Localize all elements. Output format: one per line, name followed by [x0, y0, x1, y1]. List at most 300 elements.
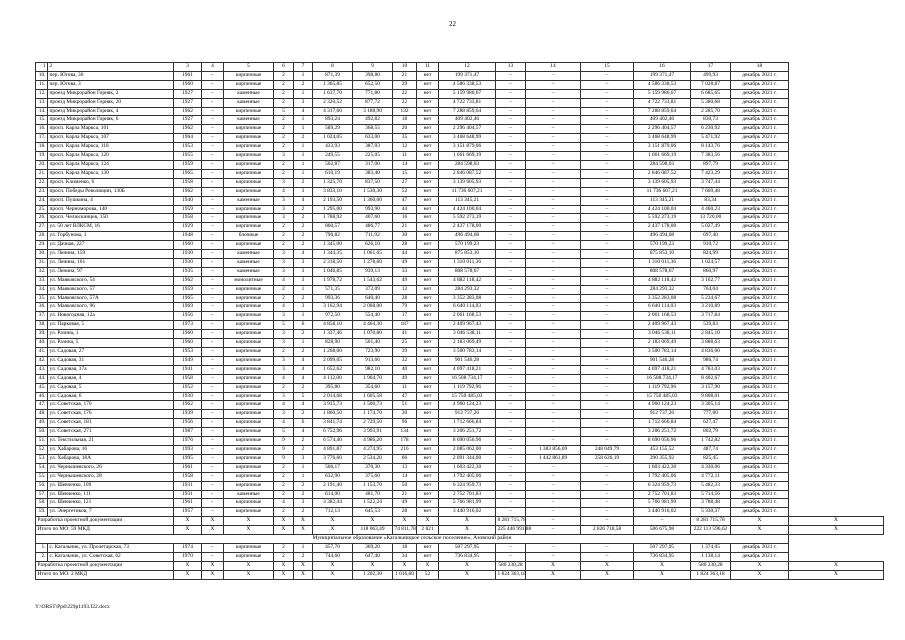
- table-cell: 8 281 715,78: [691, 517, 731, 526]
- table-cell: кирпичные: [224, 134, 274, 143]
- table-cell: 4 836,00: [691, 348, 731, 357]
- table-cell: декабрь 2021 г.: [731, 365, 789, 374]
- table-cell: 2: [294, 178, 313, 187]
- table-cell: –: [496, 348, 526, 357]
- table-cell: –: [526, 401, 581, 410]
- table-cell: 1930: [174, 392, 202, 401]
- table-cell: 2: [294, 134, 313, 143]
- table-cell: каменные: [224, 267, 274, 276]
- table-cell: 39.: [36, 330, 48, 339]
- table-cell: 7 423,29: [691, 169, 731, 178]
- table-cell: ул. Горбунова, 1: [48, 232, 174, 241]
- table-cell: –: [581, 490, 634, 499]
- table-cell: –: [526, 526, 581, 535]
- table-cell: 44: [393, 205, 417, 214]
- table-cell: просп. Карла Маркса, 107: [48, 134, 174, 143]
- table-cell: декабрь 2021 г.: [731, 107, 789, 116]
- table-cell: 6 324 959,73: [634, 481, 691, 490]
- table-cell: X: [731, 570, 789, 579]
- table-cell: 370,30: [353, 463, 393, 472]
- table-row: [36, 321, 884, 330]
- table-cell: X: [224, 517, 274, 526]
- table-cell: 66: [393, 454, 417, 463]
- table-cell: –: [581, 205, 634, 214]
- table-cell: декабрь 2021 г.: [731, 241, 789, 250]
- table-cell: 3: [274, 214, 294, 223]
- table-cell: –: [581, 428, 634, 437]
- table-cell: ул. Шевченко, 109: [48, 481, 174, 490]
- table-cell: 3 210,89: [691, 303, 731, 312]
- table-cell: 1 024,05: [313, 134, 353, 143]
- table-cell: 633,00: [353, 134, 393, 143]
- table-cell: –: [202, 490, 224, 499]
- table-cell: –: [496, 410, 526, 419]
- table-cell: X: [174, 517, 202, 526]
- table-cell: 2: [274, 169, 294, 178]
- table-cell: 1 824 363,18: [691, 570, 731, 579]
- table-cell: 368,55: [353, 125, 393, 134]
- table-cell: декабрь 2021 г.: [731, 80, 789, 89]
- table-cell: X: [353, 561, 393, 570]
- table-cell: ул. 50 лет ВЛКСМ, 16: [48, 223, 174, 232]
- table-cell: –: [202, 223, 224, 232]
- table-cell: декабрь 2021 г.: [731, 134, 789, 143]
- table-cell: 3: [274, 196, 294, 205]
- table-cell: 2 437 178,00: [439, 223, 496, 232]
- table-cell: –: [202, 241, 224, 250]
- table-cell: 7 028,87: [691, 80, 731, 89]
- table-cell: декабрь 2021 г.: [731, 169, 789, 178]
- table-cell: декабрь 2021 г.: [731, 330, 789, 339]
- table-cell: 4: [294, 374, 313, 383]
- table-cell: 12: [439, 63, 496, 72]
- table-cell: 35.: [36, 294, 48, 303]
- table-cell: нет: [417, 152, 439, 161]
- table-cell: 7: [294, 63, 313, 72]
- table-cell: –: [496, 160, 526, 169]
- table-cell: X: [581, 570, 634, 579]
- table-cell: –: [526, 187, 581, 196]
- table-cell: 2: [274, 116, 294, 125]
- table-cell: X: [581, 561, 634, 570]
- table-cell: X: [294, 517, 313, 526]
- table-row: [36, 356, 884, 365]
- table-cell: X: [417, 561, 439, 570]
- table-cell: 35: [393, 134, 417, 143]
- table-cell: –: [581, 143, 634, 152]
- table-cell: декабрь 2021 г.: [731, 98, 789, 107]
- table-cell: нет: [417, 98, 439, 107]
- table-cell: –: [581, 312, 634, 321]
- table-cell: 4: [294, 196, 313, 205]
- table-cell: –: [202, 330, 224, 339]
- table-cell: 1: [294, 169, 313, 178]
- table-cell: 44.: [36, 374, 48, 383]
- table-cell: 580 230,28: [691, 561, 731, 570]
- table-cell: 652,50: [353, 80, 393, 89]
- table-cell: 16 508 734,17: [439, 374, 496, 383]
- table-cell: 4 891,87: [313, 445, 353, 454]
- table-cell: 1961: [174, 499, 202, 508]
- table-cell: 1962: [174, 401, 202, 410]
- table-cell: ул. Ленина, 159: [48, 250, 174, 259]
- table-cell: 56.: [36, 481, 48, 490]
- table-cell: каменные: [224, 89, 274, 98]
- table-cell: 2 014,68: [313, 392, 353, 401]
- table-cell: пер. Югова, 30: [48, 71, 174, 80]
- table-cell: декабрь 2021 г.: [731, 463, 789, 472]
- table-cell: –: [496, 339, 526, 348]
- table-cell: 561,40: [353, 339, 393, 348]
- table-cell: 50: [393, 481, 417, 490]
- table-cell: 1: [294, 285, 313, 294]
- table-cell: 627,47: [691, 419, 731, 428]
- table-cell: кирпичные: [224, 169, 274, 178]
- table-cell: 912 737,26: [439, 410, 496, 419]
- table-cell: каменные: [224, 196, 274, 205]
- table-cell: 1962: [174, 187, 202, 196]
- table-cell: –: [526, 490, 581, 499]
- table-cell: 2: [274, 348, 294, 357]
- table-cell: нет: [417, 339, 439, 348]
- table-cell: –: [581, 463, 634, 472]
- table-cell: ул. Ленина, 97: [48, 267, 174, 276]
- table-cell: 4 586 338,53: [634, 80, 691, 89]
- table-row: [36, 508, 884, 517]
- table-cell: 7 288 859,64: [439, 107, 496, 116]
- table-cell: 6 752,96: [313, 428, 353, 437]
- table-cell: 897,79: [691, 160, 731, 169]
- table-cell: 4 783,03: [691, 365, 731, 374]
- table-cell: 4 697 418,21: [634, 365, 691, 374]
- table-row: [36, 410, 884, 419]
- table-cell: –: [496, 490, 526, 499]
- table-cell: 3 305,14: [691, 401, 731, 410]
- table-cell: 1993: [174, 445, 202, 454]
- table-cell: 17.: [36, 134, 48, 143]
- table-cell: 2 752 701,83: [634, 490, 691, 499]
- table-cell: кирпичные: [224, 454, 274, 463]
- table-cell: 1960: [174, 80, 202, 89]
- table-cell: ул. Советская, 181: [48, 419, 174, 428]
- table-cell: –: [202, 169, 224, 178]
- table-cell: 4 882 118,42: [439, 276, 496, 285]
- table-cell: 1955: [174, 152, 202, 161]
- table-cell: 647,40: [353, 552, 393, 561]
- table-row: [36, 490, 884, 499]
- table-cell: 499,93: [691, 71, 731, 80]
- table-cell: нет: [417, 321, 439, 330]
- table-cell: 777,00: [691, 410, 731, 419]
- table-cell: кирпичные: [224, 312, 274, 321]
- table-cell: кирпичные: [224, 241, 274, 250]
- table-cell: 27: [393, 178, 417, 187]
- table-cell: –: [202, 356, 224, 365]
- table-cell: кирпичные: [224, 294, 274, 303]
- table-cell: 2 183 069,49: [439, 339, 496, 348]
- table-cell: 2: [274, 508, 294, 517]
- table-cell: 453 155,52: [634, 445, 691, 454]
- table-cell: ул. Советская, 170: [48, 401, 174, 410]
- table-cell: X: [202, 570, 224, 579]
- table-cell: кирпичные: [224, 214, 274, 223]
- page-number: 22: [449, 20, 456, 28]
- table-cell: 837,50: [353, 178, 393, 187]
- table-cell: –: [581, 481, 634, 490]
- table-cell: 2 085 062,00: [439, 445, 496, 454]
- table-cell: 3 162,77: [691, 276, 731, 285]
- table-cell: 2: [274, 383, 294, 392]
- table-cell: X: [294, 570, 313, 579]
- table-cell: нет: [417, 89, 439, 98]
- table-cell: 1995: [174, 454, 202, 463]
- table-cell: 2 068,00: [353, 303, 393, 312]
- table-cell: 3: [294, 98, 313, 107]
- table-cell: 2: [274, 89, 294, 98]
- table-cell: –: [581, 223, 634, 232]
- table-cell: 9: [274, 454, 294, 463]
- table-cell: кирпичные: [224, 160, 274, 169]
- table-cell: –: [581, 330, 634, 339]
- summary-row: [36, 526, 884, 535]
- table-row: [36, 419, 884, 428]
- table-cell: 16: [634, 63, 691, 72]
- table-cell: просп. Карла Маркса, 130: [48, 169, 174, 178]
- table-cell: декабрь 2021 г.: [731, 312, 789, 321]
- table-cell: декабрь 2021 г.: [731, 552, 789, 561]
- table-cell: нет: [417, 232, 439, 241]
- table-cell: 3 500 783,14: [634, 348, 691, 357]
- table-cell: 3: [274, 410, 294, 419]
- table-cell: 4 424 100,04: [439, 205, 496, 214]
- table-cell: декабрь 2021 г.: [731, 419, 789, 428]
- table-cell: 222 113 596,62: [691, 526, 731, 535]
- table-cell: –: [202, 178, 224, 187]
- table-cell: 16 508 734,17: [634, 374, 691, 383]
- table-cell: X: [274, 570, 294, 579]
- table-cell: 9: [274, 445, 294, 454]
- table-cell: –: [202, 80, 224, 89]
- table-cell: Разработка проектной документации: [36, 561, 174, 570]
- table-cell: нет: [417, 490, 439, 499]
- table-cell: 28.: [36, 232, 48, 241]
- table-cell: 736 834,95: [439, 552, 496, 561]
- table-cell: 11: [417, 63, 439, 72]
- table-cell: 1 792 405,06: [634, 472, 691, 481]
- table-cell: –: [526, 321, 581, 330]
- table-cell: декабрь 2021 г.: [731, 160, 789, 169]
- table-cell: 5 027,49: [691, 223, 731, 232]
- table-cell: –: [202, 285, 224, 294]
- table-cell: 1960: [174, 339, 202, 348]
- table-cell: 640,40: [353, 294, 393, 303]
- table-cell: нет: [417, 374, 439, 383]
- table-cell: декабрь 2021 г.: [731, 472, 789, 481]
- table-cell: нет: [417, 348, 439, 357]
- table-cell: 113 345,21: [634, 196, 691, 205]
- table-cell: 369,20: [353, 543, 393, 552]
- table-cell: 6 324 959,73: [439, 481, 496, 490]
- table-cell: 2 091 344,00: [439, 454, 496, 463]
- table-cell: 2: [274, 134, 294, 143]
- table-cell: ул. Разина, 5: [48, 339, 174, 348]
- table-cell: 118 063,49: [353, 526, 393, 535]
- table-cell: 8 281 715,78: [496, 517, 526, 526]
- table-row: [36, 134, 884, 143]
- table-cell: 6: [274, 63, 294, 72]
- table-cell: –: [496, 258, 526, 267]
- table-cell: –: [496, 419, 526, 428]
- table-cell: 38.: [36, 321, 48, 330]
- table-row: [36, 454, 884, 463]
- table-cell: 3 046 538,11: [439, 330, 496, 339]
- table-cell: –: [581, 160, 634, 169]
- table-cell: Муниципальное образование «Кагальницкое сельское поселение», Азовский район: [36, 535, 789, 544]
- table-cell: 3 157,90: [691, 383, 731, 392]
- table-cell: –: [581, 294, 634, 303]
- table-cell: декабрь 2021 г.: [731, 383, 789, 392]
- table-cell: 2: [294, 552, 313, 561]
- table-cell: 1949: [174, 356, 202, 365]
- table-cell: 3 500 783,14: [439, 348, 496, 357]
- table-cell: 3: [274, 365, 294, 374]
- table-cell: проезд Микрорайон Горняк, 6: [48, 116, 174, 125]
- table-cell: 20: [393, 125, 417, 134]
- table-cell: 1 016,60: [393, 570, 417, 579]
- table-cell: –: [496, 116, 526, 125]
- table-cell: 3 151 879,06: [439, 143, 496, 152]
- table-cell: 36.: [36, 303, 48, 312]
- table-cell: 1962: [174, 276, 202, 285]
- table-cell: 15 750 485,03: [439, 392, 496, 401]
- table-cell: –: [202, 383, 224, 392]
- table-cell: нет: [417, 481, 439, 490]
- table-cell: –: [202, 454, 224, 463]
- table-cell: –: [526, 339, 581, 348]
- table-cell: –: [581, 383, 634, 392]
- table-cell: –: [496, 428, 526, 437]
- table-cell: –: [581, 258, 634, 267]
- table-cell: –: [202, 98, 224, 107]
- table-cell: 1953: [174, 143, 202, 152]
- table-cell: X: [202, 517, 224, 526]
- table-cell: ул. Дачная, 227: [48, 241, 174, 250]
- table-cell: –: [202, 499, 224, 508]
- table-cell: 4: [274, 303, 294, 312]
- table-cell: 2 846 087,52: [439, 169, 496, 178]
- table-cell: 2: [294, 383, 313, 392]
- table-cell: –: [581, 303, 634, 312]
- table-cell: 2 729,50: [353, 419, 393, 428]
- table-cell: –: [581, 241, 634, 250]
- table-cell: 3 139 605,93: [634, 178, 691, 187]
- table-cell: –: [526, 205, 581, 214]
- table-cell: 580 230,28: [496, 561, 526, 570]
- table-cell: –: [581, 374, 634, 383]
- table-cell: 32.: [36, 267, 48, 276]
- table-cell: 21: [393, 223, 417, 232]
- table-cell: 1961: [174, 463, 202, 472]
- table-cell: 614,00: [313, 490, 353, 499]
- table-cell: –: [496, 267, 526, 276]
- table-cell: Разработка проектной документации: [36, 517, 174, 526]
- table-cell: 4: [274, 276, 294, 285]
- table-cell: 2: [294, 490, 313, 499]
- table-cell: 1 530,30: [353, 187, 393, 196]
- table-cell: –: [202, 543, 224, 552]
- table-cell: 2: [294, 241, 313, 250]
- table-cell: 2 061 168,53: [634, 312, 691, 321]
- table-cell: 59.: [36, 508, 48, 517]
- table-cell: декабрь 2021 г.: [731, 428, 789, 437]
- table-cell: 225,05: [353, 152, 393, 161]
- table-cell: –: [496, 330, 526, 339]
- table-cell: 33.: [36, 276, 48, 285]
- table-cell: –: [581, 116, 634, 125]
- table-cell: –: [496, 232, 526, 241]
- table-cell: 33: [393, 267, 417, 276]
- table-cell: –: [496, 508, 526, 517]
- table-cell: 4: [294, 365, 313, 374]
- table-cell: декабрь 2021 г.: [731, 410, 789, 419]
- table-row: [36, 160, 884, 169]
- table-cell: –: [526, 80, 581, 89]
- table-cell: –: [526, 196, 581, 205]
- table-cell: нет: [417, 196, 439, 205]
- table-cell: 23.: [36, 187, 48, 196]
- table-cell: нет: [417, 258, 439, 267]
- table-cell: нет: [417, 543, 439, 552]
- table-cell: 11: [393, 152, 417, 161]
- registry-table: [35, 62, 884, 580]
- table-cell: 390 355,92: [634, 454, 691, 463]
- table-cell: 34: [393, 552, 417, 561]
- table-cell: 1965: [174, 294, 202, 303]
- table-cell: декабрь 2021 г.: [731, 490, 789, 499]
- table-cell: –: [581, 410, 634, 419]
- table-cell: 972,50: [313, 312, 353, 321]
- table-cell: 1961: [174, 71, 202, 80]
- table-cell: декабрь 2021 г.: [731, 508, 789, 517]
- table-cell: 2: [274, 98, 294, 107]
- table-cell: –: [581, 348, 634, 357]
- table-cell: –: [202, 214, 224, 223]
- table-cell: 8 690 056,96: [439, 437, 496, 446]
- table-cell: 1 637,70: [313, 89, 353, 98]
- table-cell: 2 821: [417, 526, 439, 535]
- table-cell: 1 337,46: [313, 330, 353, 339]
- table-cell: 1974: [174, 543, 202, 552]
- table-cell: 11: [393, 383, 417, 392]
- table-cell: 3 352 283,08: [439, 294, 496, 303]
- table-cell: 9: [274, 437, 294, 446]
- table-cell: каменные: [224, 258, 274, 267]
- table-cell: 2: [294, 410, 313, 419]
- table-cell: 4 464,30: [353, 321, 393, 330]
- table-cell: 12.: [36, 89, 48, 98]
- table-row: [36, 463, 884, 472]
- table-cell: –: [526, 214, 581, 223]
- table-cell: 14: [526, 63, 581, 72]
- table-cell: –: [202, 250, 224, 259]
- table-cell: 7 288 859,64: [634, 107, 691, 116]
- table-cell: 566,17: [313, 463, 353, 472]
- table-cell: –: [526, 152, 581, 161]
- table-cell: 1 345,00: [313, 241, 353, 250]
- table-cell: Итого по МО: 2 МКД: [36, 570, 174, 579]
- table-cell: декабрь 2021 г.: [731, 401, 789, 410]
- table-cell: 1 325,70: [313, 178, 353, 187]
